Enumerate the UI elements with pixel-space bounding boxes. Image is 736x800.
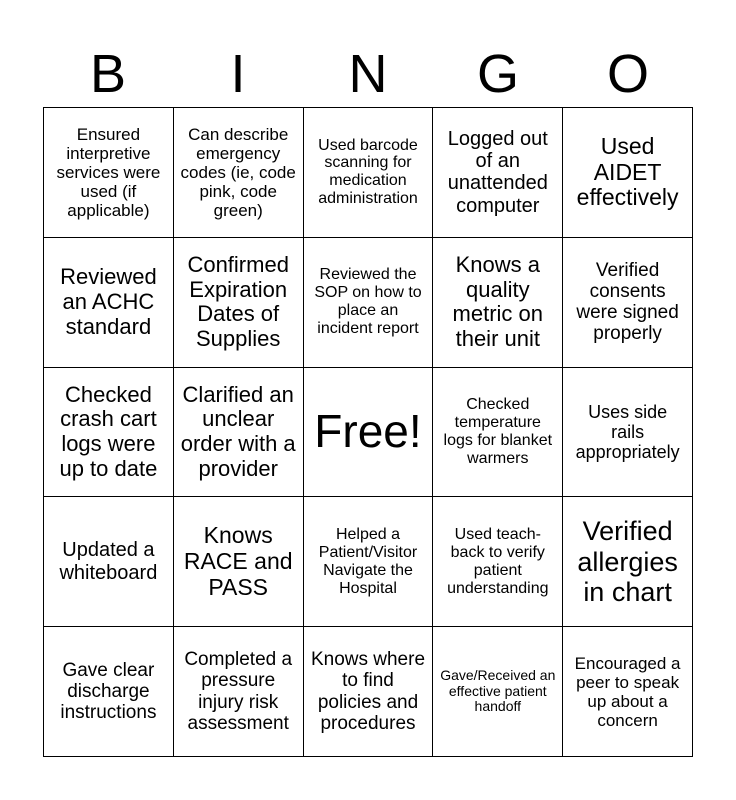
cell-label: Helped a Patient/Visitor Navigate the Hospital (318, 525, 418, 597)
bingo-cell-r1c3[interactable] (304, 108, 434, 238)
cell-label: Completed a pressure injury risk assessment (184, 649, 293, 734)
bingo-cell-r2c3[interactable] (304, 238, 434, 368)
bingo-cell-r2c1[interactable] (44, 238, 174, 368)
cell-label: Ensured interpretive services were used (if applicable) (56, 124, 161, 220)
bingo-cell-r3c2[interactable] (174, 368, 304, 498)
bingo-cell-free[interactable] (304, 368, 434, 498)
bingo-cell-r3c4[interactable] (433, 368, 563, 498)
cell-label: Confirmed Expiration Dates of Supplies (187, 251, 289, 351)
bingo-cell-r5c5[interactable] (563, 627, 693, 757)
cell-label: Gave clear discharge instructions (60, 659, 157, 724)
header-letter-g: G (476, 44, 519, 104)
cell-label: Uses side rails appropriately (575, 401, 680, 463)
cell-label: Reviewed the SOP on how to place an incident report (314, 266, 422, 338)
cell-label: Knows RACE and PASS (183, 522, 293, 600)
bingo-cell-r4c1[interactable] (44, 497, 174, 627)
cell-label: Updated a whiteboard (59, 539, 158, 584)
bingo-cell-r5c3[interactable] (304, 627, 434, 757)
bingo-grid (43, 107, 693, 757)
cell-label: Checked temperature logs for blanket warmers (443, 396, 553, 467)
bingo-cell-r2c4[interactable] (433, 238, 563, 368)
bingo-cell-r1c4[interactable] (433, 108, 563, 238)
cell-label: Knows where to find policies and procedures (310, 649, 426, 734)
bingo-cell-r5c1[interactable] (44, 627, 174, 757)
cell-label: Checked crash cart logs were up to date (59, 381, 158, 481)
bingo-header (43, 40, 693, 108)
cell-label: Used teach-back to verify patient understanding (447, 525, 549, 597)
bingo-cell-r1c5[interactable] (563, 108, 693, 238)
bingo-cell-r5c4[interactable] (433, 627, 563, 757)
bingo-cell-r3c1[interactable] (44, 368, 174, 498)
bingo-cell-r5c2[interactable] (174, 627, 304, 757)
cell-label: Verified allergies in chart (577, 516, 678, 607)
header-letter-o: O (606, 44, 649, 104)
cell-label: Used AIDET effectively (576, 132, 679, 211)
bingo-cell-r1c1[interactable] (44, 108, 174, 238)
bingo-cell-r1c2[interactable] (174, 108, 304, 238)
cell-label: Encouraged a peer to speak up about a concern (574, 653, 681, 730)
cell-label: Reviewed an ACHC standard (60, 264, 157, 339)
bingo-cell-r4c2[interactable] (174, 497, 304, 627)
header-letter-n: N (348, 44, 388, 104)
bingo-cell-r2c2[interactable] (174, 238, 304, 368)
bingo-cell-r4c3[interactable] (304, 497, 434, 627)
cell-label: Can describe emergency codes (ie, code pink, code green) (180, 124, 296, 220)
free-space-label: Free! (314, 405, 422, 458)
bingo-cell-r3c5[interactable] (563, 368, 693, 498)
cell-label: Logged out of an unattended computer (447, 127, 548, 217)
cell-label: Gave/Received an effective patient handoff (440, 667, 556, 715)
bingo-cell-r2c5[interactable] (563, 238, 693, 368)
bingo-cell-r4c4[interactable] (433, 497, 563, 627)
cell-label: Verified consents were signed properly (576, 259, 679, 345)
cell-label: Knows a quality metric on their unit (452, 251, 544, 351)
cell-label: Clarified an unclear order with a provider (180, 381, 296, 481)
bingo-cell-r4c5[interactable] (563, 497, 693, 627)
header-letter-b: B (89, 44, 127, 104)
header-letter-i: I (230, 44, 246, 104)
cell-label: Used barcode scanning for medication administration (318, 136, 418, 208)
